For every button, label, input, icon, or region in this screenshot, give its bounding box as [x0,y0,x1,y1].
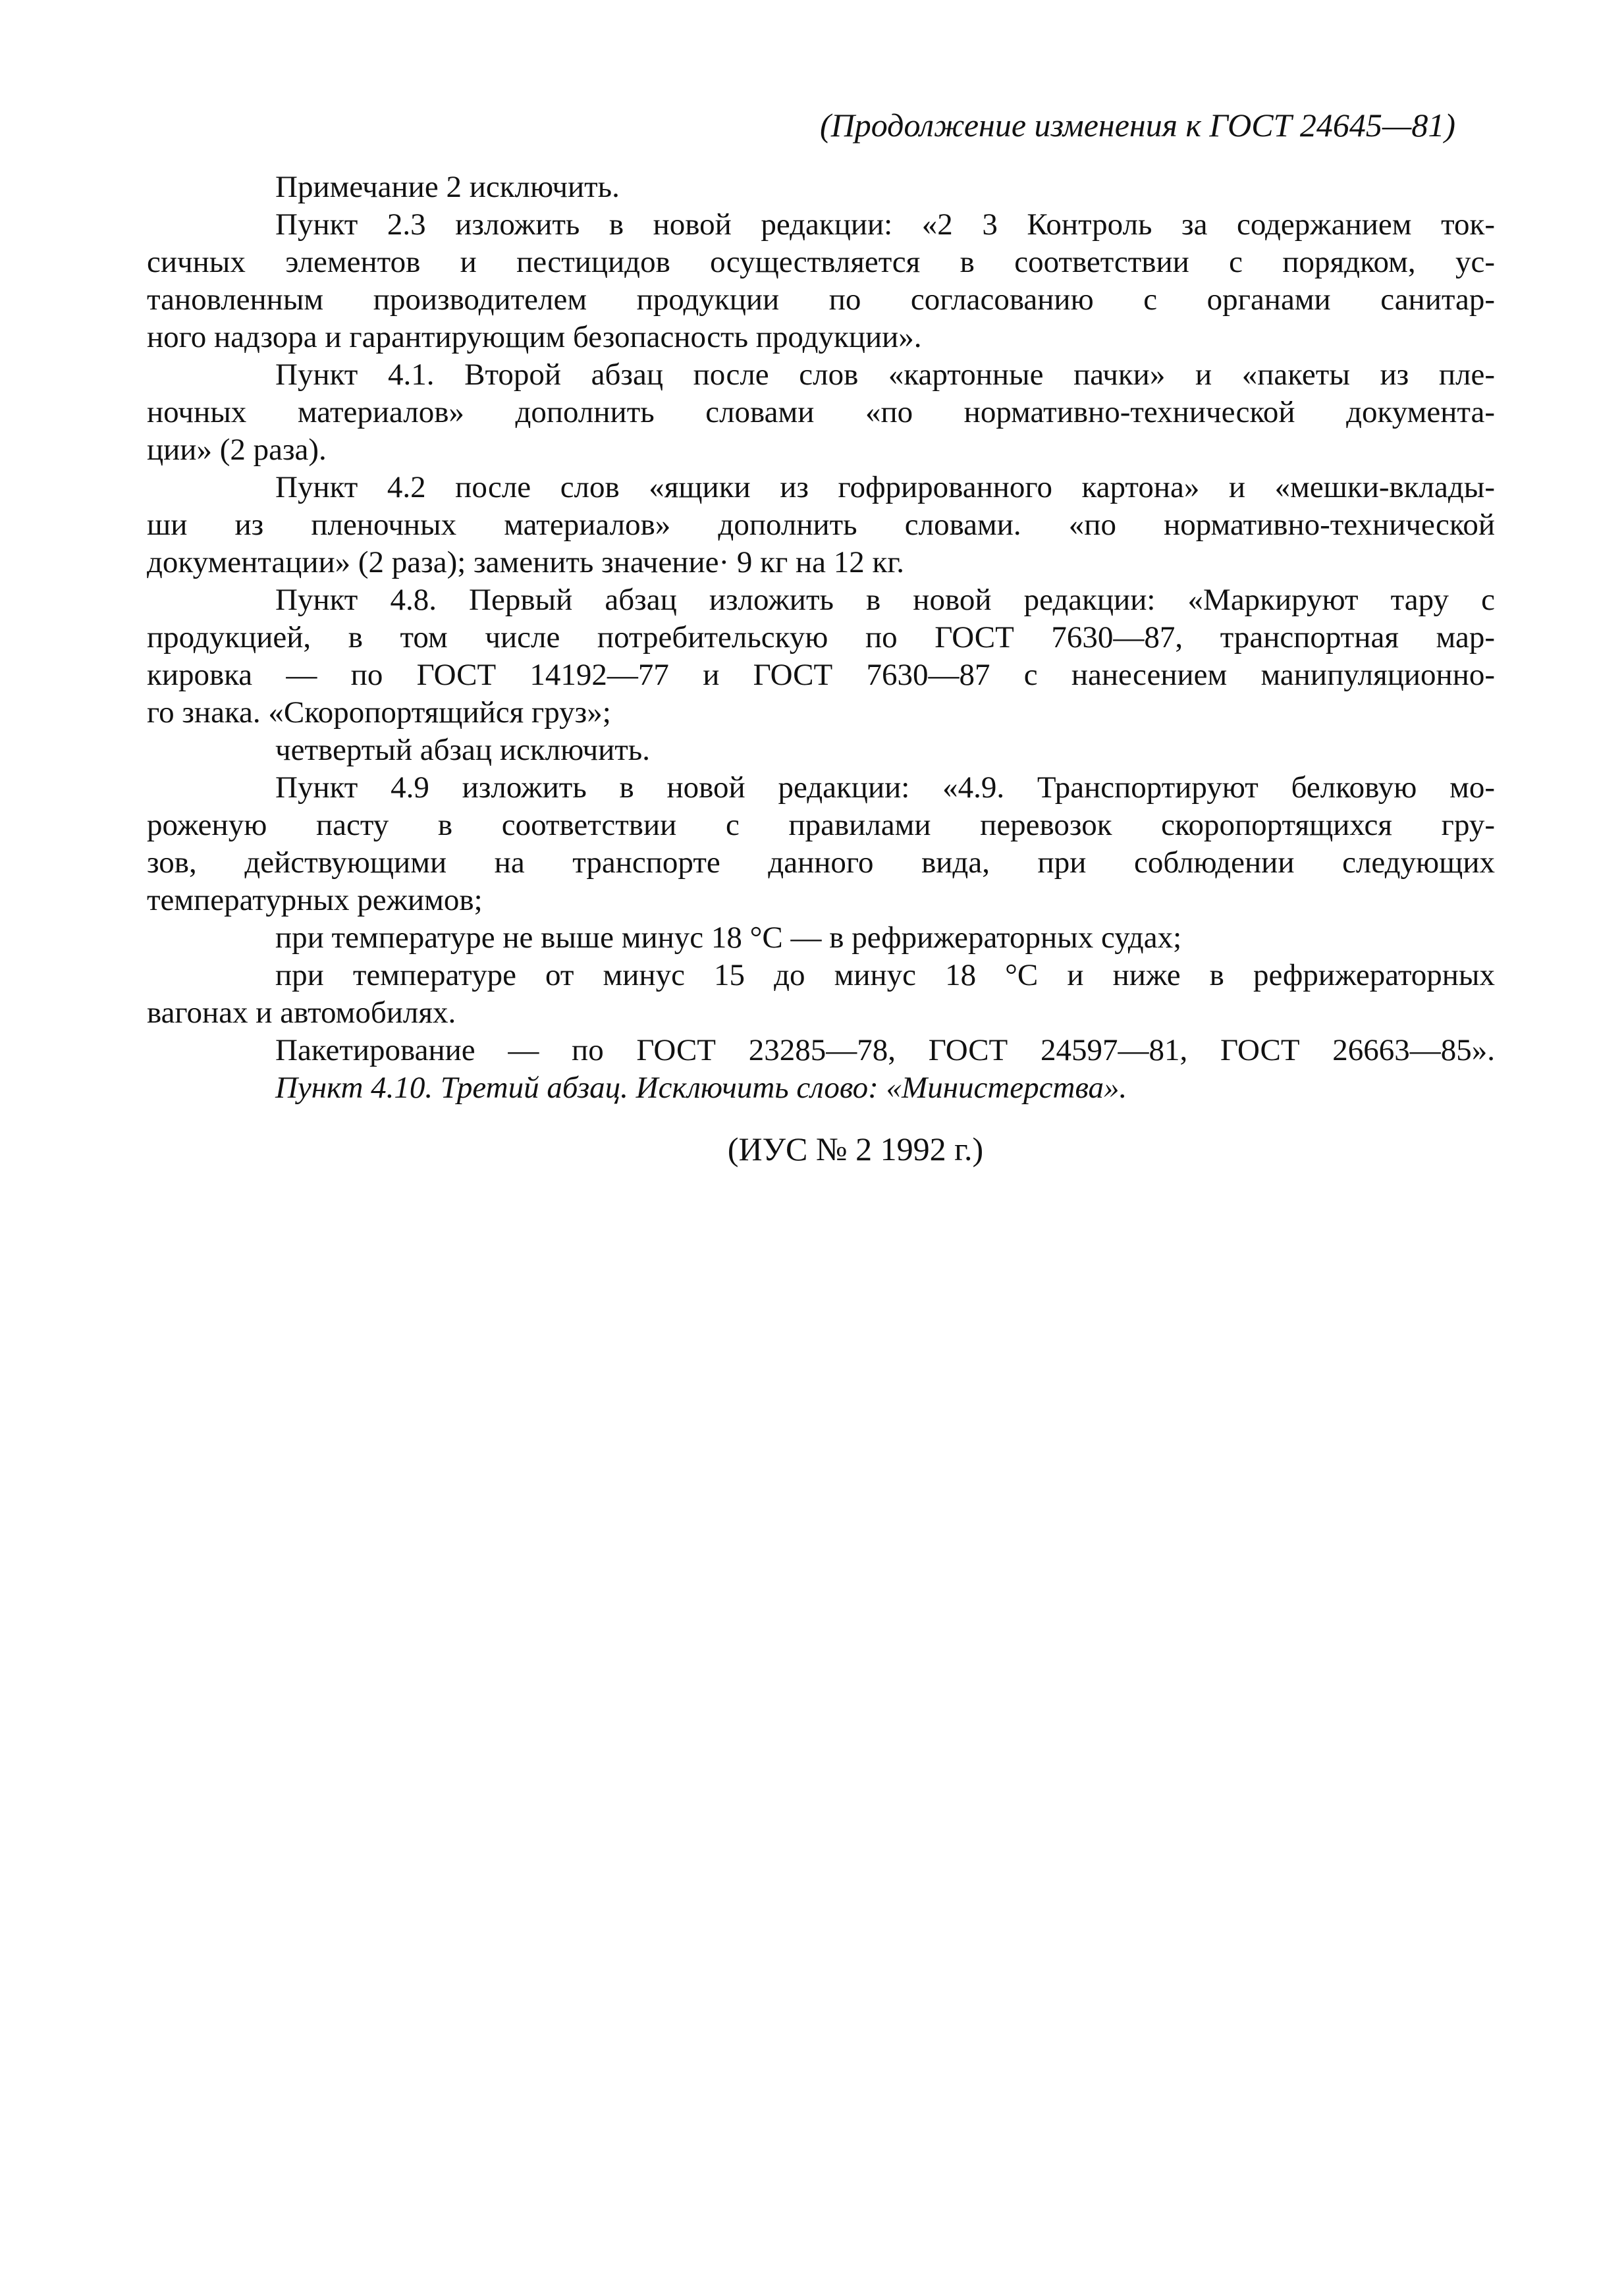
document-content [147,105,1495,1169]
paragraph-note-2 [275,169,1495,206]
text-line: продукцией, в том числе потребительскую по ГОСТ 7630—87, транспортная мар- [147,620,1495,654]
text-line: роженую пасту в соответствии с правилами перевозок скоропортящихся гру- [147,808,1495,842]
paragraph-fourth-abzac [275,732,1495,769]
text-line: Пункт 4.10. Третий абзац. Исключить слово: «Министерства». [275,1071,1127,1105]
text-line: сичных элементов и пестицидов осуществляется в соответствии с порядком, ус- [147,245,1495,279]
text-line: при температуре от минус 15 до минус 18 °С и ниже в рефрижераторных [275,958,1495,992]
text-line: Пункт 4.2 после слов «ящики из гофрированного картона» и «мешки-вклады- [275,470,1495,504]
page-header: (Продолжение изменения к ГОСТ 24645—81) [820,107,1455,144]
text-line: при температуре не выше минус 18 °С — в рефрижераторных судах; [275,921,1182,955]
paragraph-item-4-2 [147,469,1495,581]
text-line: ного надзора и гарантирующим безопасность продукции». [147,320,922,354]
paragraph-item-4-8 [147,581,1495,732]
text-line: зов, действующими на транспорте данного вида, при соблюдении следующих [147,845,1495,880]
paragraph-item-4-9 [147,769,1495,919]
text-line: Пункт 4.9 изложить в новой редакции: «4.9. Транспортируют белковую мо- [275,770,1495,805]
text-line: Примечание 2 исключить. [275,170,620,204]
paragraph-item-4-10 [275,1069,1495,1107]
text-line: ции» (2 раза). [147,433,327,467]
text-line: четвертый абзац исключить. [275,733,650,767]
text-line: температурных режимов; [147,883,483,917]
source-footer: (ИУС № 2 1992 г.) [727,1131,984,1167]
text-line: ши из пленочных материалов» дополнить словами. «по нормативно-технической [147,508,1495,542]
text-line: Пункт 2.3 изложить в новой редакции: «2 3 Контроль за содержанием ток- [275,207,1495,242]
text-line: ночных материалов» дополнить словами «по нормативно-технической документа- [147,395,1495,429]
text-line: Пункт 4.8. Первый абзац изложить в новой редакции: «Маркируют тару с [275,583,1495,617]
text-line: кировка — по ГОСТ 14192—77 и ГОСТ 7630—87 с нанесением манипуляционно- [147,658,1495,692]
paragraph-item-2-3 [147,206,1495,356]
text-line: тановленным производителем продукции по согласованию с органами санитар- [147,282,1495,317]
paragraph-temp-ships [275,919,1495,957]
text-line: Пункт 4.1. Второй абзац после слов «картонные пачки» и «пакеты из пле- [275,358,1495,392]
text-line: Пакетирование — по ГОСТ 23285—78, ГОСТ 24597—81, ГОСТ 26663—85». [275,1033,1495,1067]
paragraph-packaging [275,1032,1495,1069]
paragraph-item-4-1 [147,356,1495,469]
text-line: вагонах и автомобилях. [147,996,456,1030]
text-line: го знака. «Скоропортящийся груз»; [147,695,611,730]
text-line: документации» (2 раза); заменить значение· 9 кг на 12 кг. [147,545,905,579]
paragraph-temp-wagons [147,957,1495,1032]
